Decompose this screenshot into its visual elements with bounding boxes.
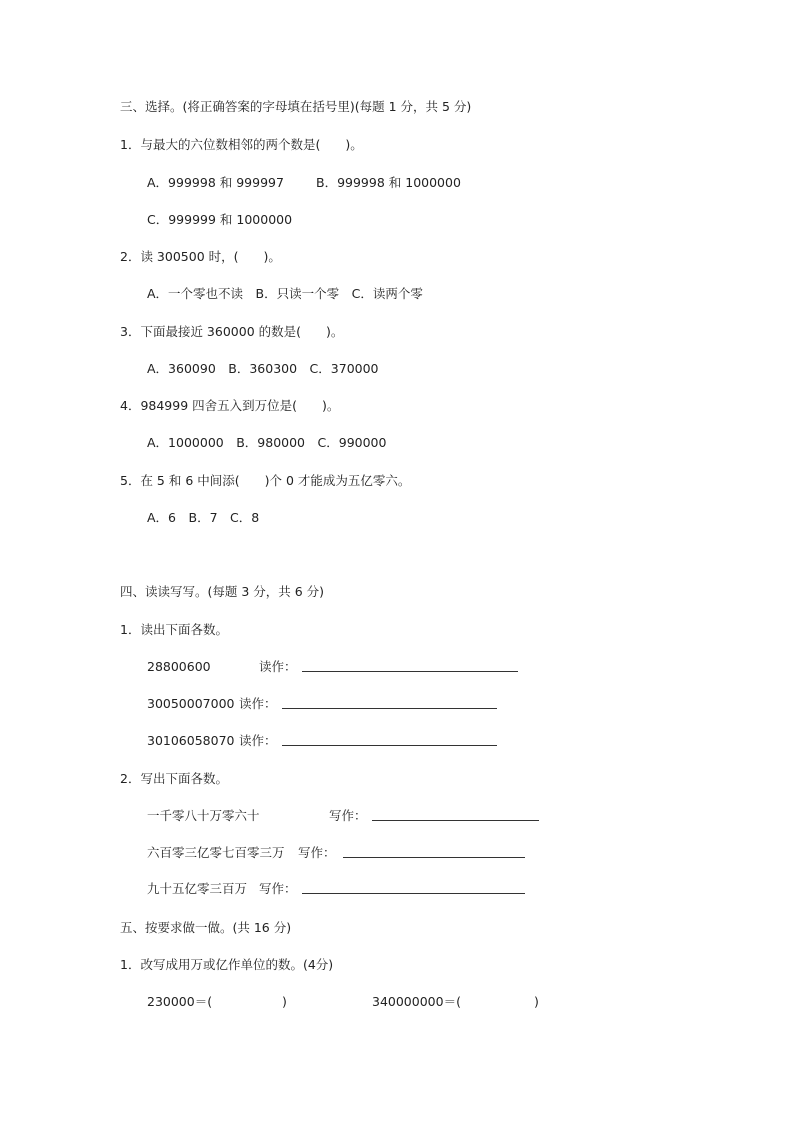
q3-1-option-b: B．999998 和 1000000 [316, 175, 461, 190]
answer-line[interactable] [302, 659, 518, 672]
write-text-3: 九十五亿零三百万 [147, 881, 248, 896]
q4-1-stem: 1．读出下面各数。 [120, 622, 228, 637]
read-number-2: 30050007000 [147, 696, 235, 711]
q3-3-options: A．360090 B．360300 C．370000 [147, 361, 379, 376]
convert-close-2: ) [534, 994, 539, 1009]
q3-5-stem: 5．在 5 和 6 中间添( )个 0 才能成为五亿零六。 [120, 473, 411, 488]
answer-line[interactable] [302, 881, 525, 894]
read-number-1: 28800600 [147, 659, 211, 674]
read-label-2: 读作： [239, 696, 277, 711]
section4-heading: 四、读读写写。(每题 3 分，共 6 分) [120, 584, 325, 599]
q4-2-stem: 2．写出下面各数。 [120, 771, 228, 786]
q3-2-options: A．一个零也不读 B．只读一个零 C．读两个零 [147, 286, 423, 301]
q3-4-stem: 4．984999 四舍五入到万位是( )。 [120, 398, 340, 413]
answer-line[interactable] [372, 808, 539, 821]
write-label-3: 写作： [259, 881, 297, 896]
q3-1-option-a: A．999998 和 999997 [147, 175, 284, 190]
convert-item-2: 340000000＝( [372, 994, 461, 1009]
write-text-1: 一千零八十万零六十 [147, 808, 260, 823]
write-label-1: 写作： [329, 808, 367, 823]
convert-close-1: ) [282, 994, 287, 1009]
q5-1-stem: 1．改写成用万或亿作单位的数。(4分) [120, 957, 334, 972]
section5-heading: 五、按要求做一做。(共 16 分) [120, 920, 292, 935]
read-number-3: 30106058070 [147, 733, 235, 748]
q3-3-stem: 3．下面最接近 360000 的数是( )。 [120, 324, 344, 339]
convert-item-1: 230000＝( [147, 994, 213, 1009]
answer-line[interactable] [343, 845, 525, 858]
answer-line[interactable] [282, 696, 497, 709]
read-label-3: 读作： [239, 733, 277, 748]
q3-5-options: A．6 B．7 C．8 [147, 510, 260, 525]
section3-heading: 三、选择。(将正确答案的字母填在括号里)(每题 1 分，共 5 分) [120, 99, 472, 114]
read-label-1: 读作： [259, 659, 297, 674]
q3-1-option-c: C．999999 和 1000000 [147, 212, 293, 227]
q3-2-stem: 2．读 300500 时，( )。 [120, 249, 281, 264]
q3-1-stem: 1．与最大的六位数相邻的两个数是( )。 [120, 137, 363, 152]
write-label-2: 写作： [298, 845, 336, 860]
write-text-2: 六百零三亿零七百零三万 [147, 845, 285, 860]
q3-4-options: A．1000000 B．980000 C．990000 [147, 435, 387, 450]
answer-line[interactable] [282, 733, 497, 746]
